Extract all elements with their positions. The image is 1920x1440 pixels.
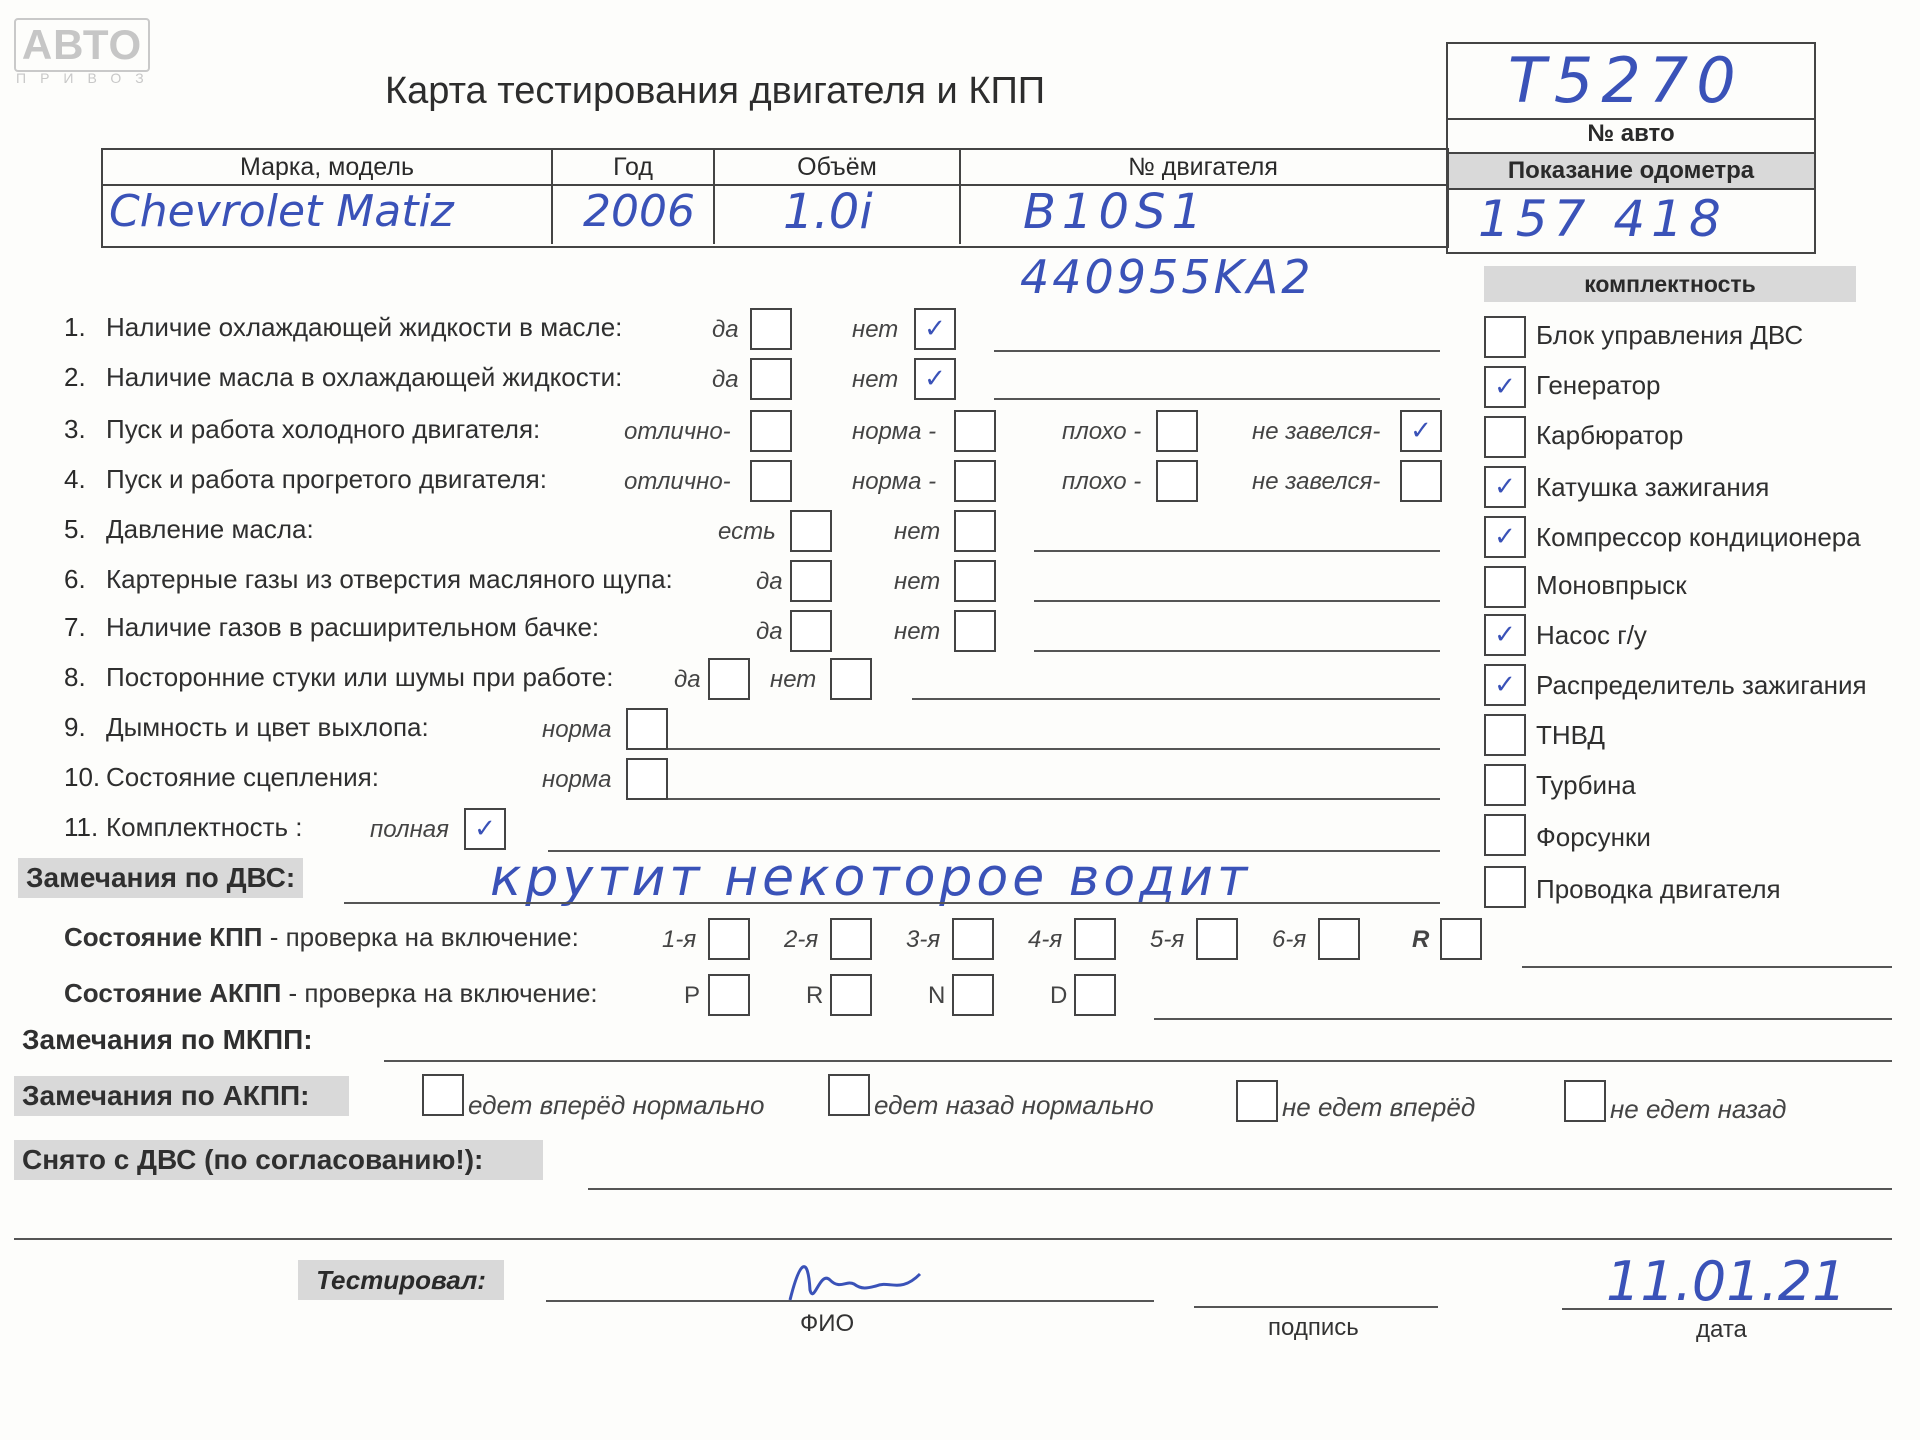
odometer-value: 157 418 [1478, 190, 1727, 248]
gear-6-checkbox[interactable] [1318, 918, 1360, 960]
q4-normal-label: норма - [852, 468, 937, 495]
signature-caption: подпись [1268, 1314, 1359, 1341]
removed-label: Снято с ДВС (по согласованию!): [14, 1140, 543, 1180]
akpp-label [64, 978, 598, 1009]
gear-2-checkbox[interactable] [830, 918, 872, 960]
q3-normal-label: норма - [852, 418, 937, 445]
q3-no-start-label: не завелся- [1252, 418, 1381, 445]
kpp-label-bold: Состояние КПП [64, 922, 263, 952]
q4-no-start-label: не завелся- [1252, 468, 1381, 495]
kit-item-7: Насос г/у [1536, 620, 1647, 650]
kit-checkbox-2[interactable]: ✓ [1484, 366, 1526, 408]
kit-item-4: Катушка зажигания [1536, 472, 1770, 502]
gear-5-checkbox[interactable] [1196, 918, 1238, 960]
gear-3-label: 3-я [906, 926, 941, 953]
remarks-dvs-value: крутит некоторое водит [490, 848, 1252, 908]
q7-text: Наличие газов в расширительном бачке: [106, 612, 600, 642]
kit-item-1: Блок управления ДВС [1536, 320, 1804, 350]
q9-normal-label: норма [542, 716, 612, 743]
engine-label: № двигателя [1128, 153, 1278, 181]
page-title: Карта тестирования двигателя и КПП [385, 70, 1046, 112]
kit-checkbox-6[interactable] [1484, 566, 1526, 608]
q7-yes-label: да [756, 618, 783, 645]
q1-yes-label: да [712, 316, 739, 343]
akpp-no-backward-checkbox[interactable] [1564, 1080, 1606, 1122]
kit-checkbox-4[interactable]: ✓ [1484, 466, 1526, 508]
make-label: Марка, модель [103, 150, 553, 184]
q3-text: Пуск и работа холодного двигателя: [106, 414, 541, 444]
q6-yes-label: да [756, 568, 783, 595]
q7-no-label: нет [894, 618, 941, 645]
year-label: Год [553, 150, 715, 184]
akpp-backward-ok-label: едет назад нормально [874, 1090, 1154, 1120]
q8-no-checkbox[interactable] [830, 658, 872, 700]
q1-no-checkbox[interactable]: ✓ [914, 308, 956, 350]
q5-yes-checkbox[interactable] [790, 510, 832, 552]
akpp-label-rest: - проверка на включение: [281, 978, 598, 1008]
q4-number: 4. [64, 464, 86, 494]
kit-item-3: Карбюратор [1536, 420, 1684, 450]
q4-text: Пуск и работа прогретого двигателя: [106, 464, 547, 494]
q4-excellent-checkbox[interactable] [750, 460, 792, 502]
car-number-value: T5270 [1508, 44, 1744, 117]
q10-normal-checkbox[interactable] [626, 758, 668, 800]
kit-checkbox-8[interactable]: ✓ [1484, 664, 1526, 706]
q9-text: Дымность и цвет выхлопа: [106, 712, 429, 742]
kit-checkbox-10[interactable] [1484, 764, 1526, 806]
kit-checkbox-5[interactable]: ✓ [1484, 516, 1526, 558]
car-number-box [1446, 42, 1816, 254]
brand-logo-subtitle: ПРИВОЗ [16, 70, 158, 86]
q5-number: 5. [64, 514, 86, 544]
akpp-no-forward-label: не едет вперёд [1282, 1092, 1476, 1122]
gear-2-label: 2-я [784, 926, 819, 953]
q7-yes-checkbox[interactable] [790, 610, 832, 652]
brand-logo: АВТО [14, 18, 150, 72]
tested-label: Тестировал: [298, 1260, 504, 1300]
q7-number: 7. [64, 612, 86, 642]
kit-item-2: Генератор [1536, 370, 1661, 400]
q4-normal-checkbox[interactable] [954, 460, 996, 502]
mode-d-label: D [1050, 982, 1068, 1009]
q1-yes-checkbox[interactable] [750, 308, 792, 350]
signature-scribble [780, 1250, 960, 1310]
gear-1-label: 1-я [662, 926, 697, 953]
gear-3-checkbox[interactable] [952, 918, 994, 960]
gear-1-checkbox[interactable] [708, 918, 750, 960]
vehicle-header-table [101, 148, 1449, 248]
engine-value: B10S1 [1023, 184, 1209, 240]
volume-value: 1.0i [783, 184, 873, 240]
q8-no-label: нет [770, 666, 817, 693]
q5-no-label: нет [894, 518, 941, 545]
kit-item-12: Проводка двигателя [1536, 874, 1781, 904]
kit-item-9: ТНВД [1536, 720, 1606, 750]
q2-no-label: нет [852, 366, 899, 393]
mode-p-checkbox[interactable] [708, 974, 750, 1016]
kit-item-10: Турбина [1536, 770, 1636, 800]
kit-item-5: Компрессор кондиционера [1536, 522, 1861, 552]
remarks-dvs-label: Замечания по ДВС: [18, 858, 303, 898]
mode-p-label: P [684, 982, 701, 1009]
q2-number: 2. [64, 362, 86, 392]
mode-d-checkbox[interactable] [1074, 974, 1116, 1016]
gear-r-checkbox[interactable] [1440, 918, 1482, 960]
make-value: Chevrolet Matiz [109, 186, 454, 237]
q5-no-checkbox[interactable] [954, 510, 996, 552]
q1-text: Наличие охлаждающей жидкости в масле: [106, 312, 623, 342]
mode-r-checkbox[interactable] [830, 974, 872, 1016]
kit-checkbox-11[interactable] [1484, 814, 1526, 856]
akpp-forward-ok-checkbox[interactable] [422, 1074, 464, 1116]
akpp-no-backward-label: не едет назад [1610, 1094, 1787, 1124]
gear-4-label: 4-я [1028, 926, 1063, 953]
q8-yes-checkbox[interactable] [708, 658, 750, 700]
q10-normal-label: норма [542, 766, 612, 793]
gear-r-label: R [1412, 926, 1430, 953]
akpp-forward-ok-label: едет вперёд нормально [468, 1090, 765, 1120]
mode-n-checkbox[interactable] [952, 974, 994, 1016]
q4-bad-checkbox[interactable] [1156, 460, 1198, 502]
q11-number: 11. [64, 812, 99, 842]
q6-no-checkbox[interactable] [954, 560, 996, 602]
kit-checkbox-12[interactable] [1484, 866, 1526, 908]
q11-full-checkbox[interactable]: ✓ [464, 808, 506, 850]
kit-title: комплектность [1484, 266, 1856, 302]
kpp-label [64, 922, 579, 953]
gear-6-label: 6-я [1272, 926, 1307, 953]
q9-normal-checkbox[interactable] [626, 708, 668, 750]
engine-value-2: 440955KA2 [1020, 250, 1314, 304]
q8-number: 8. [64, 662, 86, 692]
q2-yes-checkbox[interactable] [750, 358, 792, 400]
q8-text: Посторонние стуки или шумы при работе: [106, 662, 614, 692]
year-value: 2006 [583, 186, 695, 237]
kit-item-6: Моновпрыск [1536, 570, 1687, 600]
q2-text: Наличие масла в охлаждающей жидкости: [106, 362, 623, 392]
q3-number: 3. [64, 414, 86, 444]
mode-n-label: N [928, 982, 946, 1009]
akpp-label-bold: Состояние АКПП [64, 978, 282, 1008]
q4-excellent-label: отлично- [624, 468, 731, 495]
q1-number: 1. [64, 312, 86, 342]
date-value: 11.01.21 [1606, 1250, 1847, 1313]
q10-text: Состояние сцепления: [106, 762, 379, 792]
q10-number: 10. [64, 762, 101, 792]
q8-yes-label: да [674, 666, 701, 693]
q3-normal-checkbox[interactable] [954, 410, 996, 452]
akpp-no-forward-checkbox[interactable] [1236, 1080, 1278, 1122]
gear-5-label: 5-я [1150, 926, 1185, 953]
odometer-label: Показание одометра [1448, 154, 1814, 188]
kpp-label-rest: - проверка на включение: [262, 922, 579, 952]
kit-checkbox-1[interactable] [1484, 316, 1526, 358]
q6-number: 6. [64, 564, 86, 594]
kit-checkbox-7[interactable]: ✓ [1484, 614, 1526, 656]
remarks-mkpp-label: Замечания по МКПП: [22, 1024, 313, 1055]
date-caption: дата [1696, 1316, 1747, 1343]
mode-r-label: R [806, 982, 824, 1009]
q6-yes-checkbox[interactable] [790, 560, 832, 602]
q6-no-label: нет [894, 568, 941, 595]
kit-item-8: Распределитель зажигания [1536, 670, 1867, 700]
q5-yes-label: есть [718, 518, 776, 545]
q7-no-checkbox[interactable] [954, 610, 996, 652]
q2-no-checkbox[interactable]: ✓ [914, 358, 956, 400]
q5-text: Давление масла: [106, 514, 314, 544]
q4-bad-label: плохо - [1062, 468, 1142, 495]
akpp-backward-ok-checkbox[interactable] [828, 1074, 870, 1116]
gear-4-checkbox[interactable] [1074, 918, 1116, 960]
q3-no-start-checkbox[interactable]: ✓ [1400, 410, 1442, 452]
q3-bad-checkbox[interactable] [1156, 410, 1198, 452]
volume-label: Объём [715, 150, 961, 184]
q9-number: 9. [64, 712, 86, 742]
q3-bad-label: плохо - [1062, 418, 1142, 445]
fio-caption: ФИО [800, 1310, 855, 1337]
kit-checkbox-9[interactable] [1484, 714, 1526, 756]
q4-no-start-checkbox[interactable] [1400, 460, 1442, 502]
kit-checkbox-3[interactable] [1484, 416, 1526, 458]
q3-excellent-label: отлично- [624, 418, 731, 445]
kit-item-11: Форсунки [1536, 822, 1651, 852]
q3-excellent-checkbox[interactable] [750, 410, 792, 452]
q2-yes-label: да [712, 366, 739, 393]
q6-text: Картерные газы из отверстия масляного щупа: [106, 564, 673, 594]
car-number-label: № авто [1587, 120, 1675, 147]
q11-full-label: полная [370, 816, 449, 843]
q11-text: Комплектность : [106, 812, 303, 842]
remarks-akpp-label: Замечания по АКПП: [14, 1076, 349, 1116]
q1-no-label: нет [852, 316, 899, 343]
